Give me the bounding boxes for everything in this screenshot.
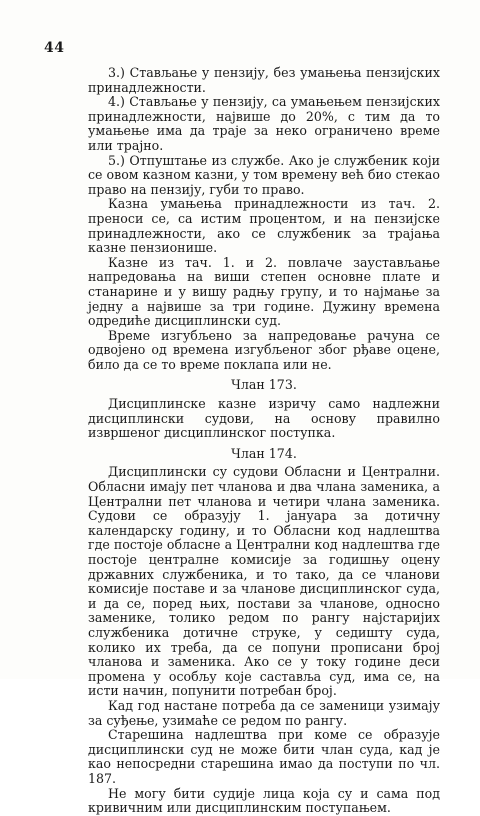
article-173-heading: Члан 173. <box>231 377 297 393</box>
paragraph-promotion-halt: Казне из тач. 1. и 2. повлаче заустављање напредовања на виши степен основне плате и станарине и у вишу радњу групу, и то најмање за једну а највише за три године. Дужину времена одредиће дисциплински суд. <box>88 254 440 329</box>
article-173-text: Дисциплинске казне изричу само надлежни дисциплински судови, на основу правилно извршеног дисциплинског поступка. <box>88 396 440 441</box>
article-174-courts: Дисциплински су судови Обласни и Централни. Обласни имају пет чланова и два члана заменика, а Централни пет чланова и четири члана заменика. Судови се образују 1. јануара за дотичну календарску годину, и то Обласни код надлештва где постоје обласне а Централни код надлештва где постоје централне комисије за годишњу оцену државних службеника, и то тако, да се чланови комисије поставе и за чланове дисциплинског суда, и да се, поред њих, постави за чланове, односно заменике, толико редом по рангу најстаријих службеника дотичне струке, у седишту суда, колико их треба, да се попуни прописани број чланова и заменика. Ако се у току године деси промена у особљу које саставља суд, има се, на исти начин, попунити потребан број. <box>88 464 440 699</box>
article-174-head-exclusion: Старешина надлештва при коме се образује дисциплински суд не може бити члан суда, кад је као непосредни старешина имао да поступи по чл. 187. <box>88 727 440 786</box>
page-body <box>88 66 440 816</box>
paragraph-item-4: 4.) Стављање у пензију, са умањењем пензијских принадлежности, највише до 20%, с тим да то умањење има да траје за неко ограничено време или трајно. <box>88 94 440 153</box>
article-174-judge-exclusion: Не могу бити судије лица која су и сама под кривичним или дисциплинским поступањем. <box>88 785 440 816</box>
page-number: 44 <box>44 40 65 56</box>
paragraph-item-5: 5.) Отпуштање из службе. Ако је службеник који се овом казном казни, у том времену већ био стекао право на пензију, губи то право. <box>88 152 440 197</box>
article-174-heading: Члан 174. <box>231 445 297 461</box>
paragraph-item-3: 3.) Стављање у пензију, без умањења пензијских принадлежности. <box>88 65 440 95</box>
paragraph-lost-time: Време изгубљено за напредовање рачуна се одвојено од времена изгубљеног због рђаве оцене, било да се то време поклапа или не. <box>88 327 440 372</box>
paragraph-penalty-transfer: Казна умањења принадлежности из тач. 2. преноси се, са истим процентом, и на пензијске принадлежности, ако се службеник за трајања казне пензионише. <box>88 196 440 256</box>
article-174-substitutes: Кад год настане потреба да се заменици узимају за суђење, узимаће се редом по рангу. <box>88 697 440 728</box>
